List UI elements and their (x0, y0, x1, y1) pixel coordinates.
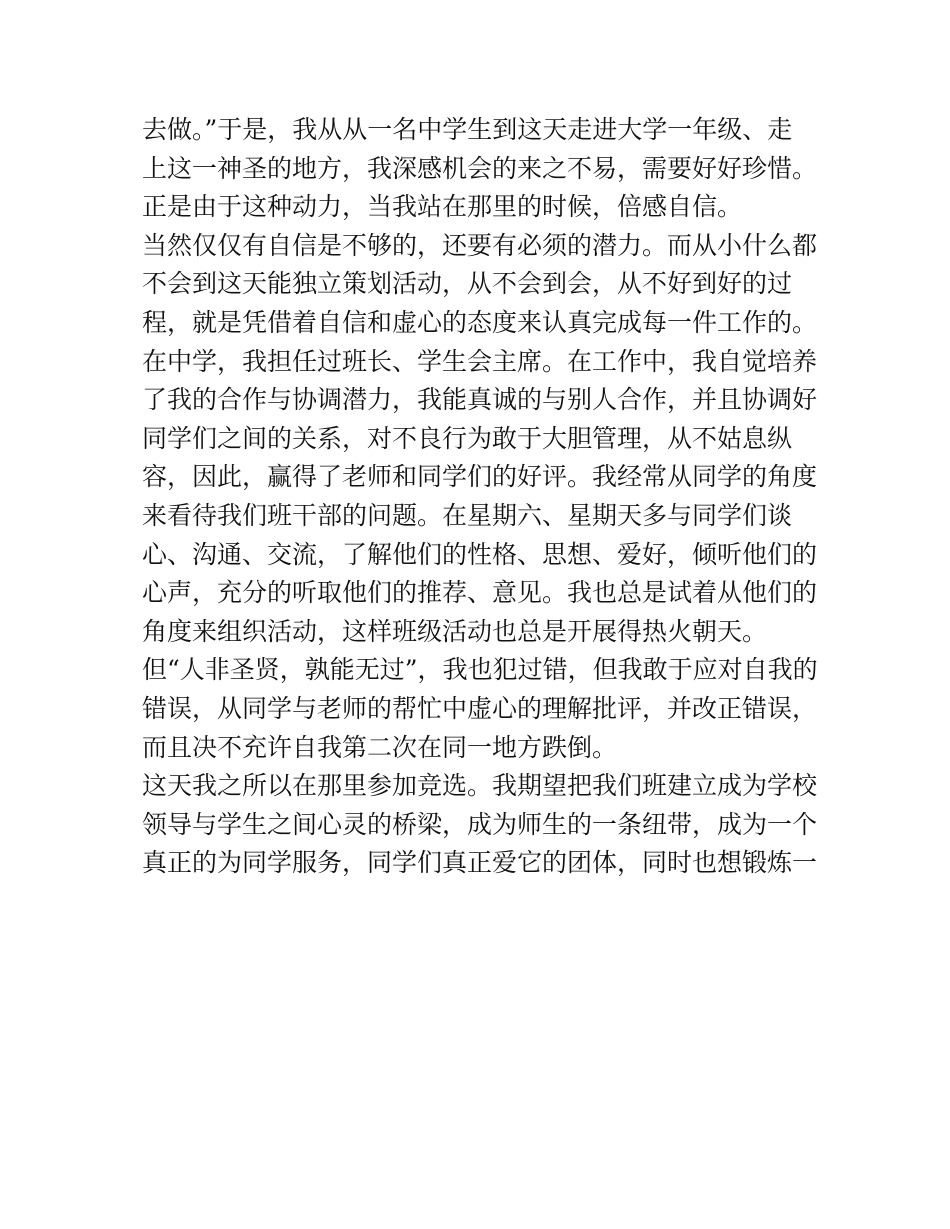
text-line: 心、沟通、交流，了解他们的性格、思想、爱好，倾听他们的 (142, 539, 818, 569)
text-line: 不会到这天能独立策划活动，从不会到会，从不好到好的过 (142, 269, 793, 299)
text-line: 同学们之间的关系，对不良行为敢于大胆管理，从不姑息纵 (142, 423, 793, 453)
text-line: 去做。”于是，我从从一名中学生到这天走进大学一年级、走 (142, 115, 793, 144)
text-line: 上这一神圣的地方，我深感机会的来之不易，需要好好珍惜。 (142, 153, 818, 183)
text-line: 在中学，我担任过班长、学生会主席。在工作中，我自觉培养 (142, 346, 818, 376)
text-line: 这天我之所以在那里参加竞选。我期望把我们班建立成为学校 (142, 771, 818, 801)
text-line: 错误，从同学与老师的帮忙中虚心的理解批评，并改正错误， (142, 693, 818, 723)
text-line: 真正的为同学服务，同学们真正爱它的团体，同时也想锻炼一 (142, 848, 818, 878)
text-line: 领导与学生之间心灵的桥梁，成为师生的一条纽带，成为一个 (142, 809, 818, 839)
text-line: 角度来组织活动，这样班级活动也总是开展得热火朝天。 (142, 616, 768, 646)
text-line: 来看待我们班干部的问题。在星期六、星期天多与同学们谈 (142, 500, 793, 530)
text-line: 而且决不充许自我第二次在同一地方跌倒。 (142, 732, 618, 762)
document-body (142, 111, 822, 883)
text-line: 但“人非圣贤，孰能无过”，我也犯过错，但我敢于应对自我的 (142, 655, 818, 685)
text-line: 程，就是凭借着自信和虚心的态度来认真完成每一件工作的。 (142, 307, 818, 337)
text-line: 容，因此，赢得了老师和同学们的好评。我经常从同学的角度 (142, 462, 818, 492)
text-line: 心声，充分的听取他们的推荐、意见。我也总是试着从他们的 (142, 578, 818, 608)
text-line: 了我的合作与协调潜力，我能真诚的与别人合作，并且协调好 (142, 385, 818, 415)
text-line: 正是由于这种动力，当我站在那里的时候，倍感自信。 (142, 192, 743, 222)
text-line: 当然仅仅有自信是不够的，还要有必须的潜力。而从小什么都 (142, 230, 818, 260)
